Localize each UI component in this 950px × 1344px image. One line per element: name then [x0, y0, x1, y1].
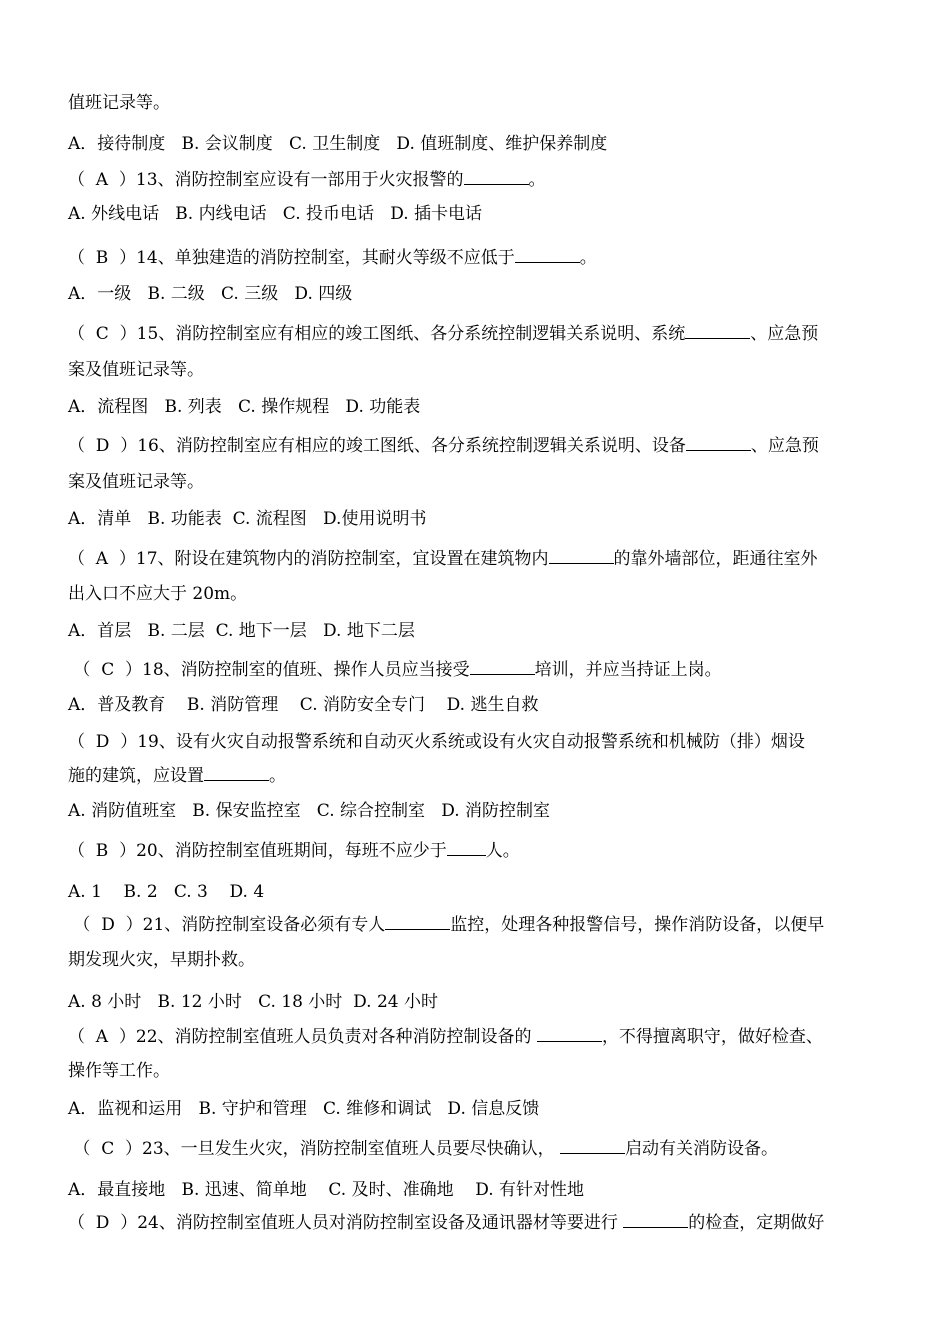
line-text: 施的建筑，应设置	[68, 766, 204, 786]
text-line	[68, 1027, 823, 1046]
line-text: A．一级 B. 二级 C. 三级 D. 四级	[68, 284, 353, 304]
line-text: 案及值班记录等。	[68, 360, 204, 380]
line-text: 的靠外墙部位，距通往室外	[613, 549, 818, 569]
text-line	[68, 1182, 584, 1199]
text-line	[68, 1101, 539, 1118]
line-text: 出入口不应大于 20m。	[68, 584, 248, 604]
text-line	[68, 549, 818, 568]
text-line	[68, 362, 204, 379]
answer-blank	[385, 915, 450, 930]
text-line	[68, 95, 170, 112]
line-text: 操作等工作。	[68, 1061, 170, 1081]
line-text: 。	[269, 766, 286, 786]
answer-blank	[464, 170, 529, 185]
line-text: 启动有关消防设备。	[625, 1139, 779, 1159]
line-text: （ C ）15、消防控制室应有相应的竣工图纸、各分系统控制逻辑关系说明、系统	[68, 324, 686, 344]
text-line	[68, 136, 607, 153]
text-line	[68, 324, 818, 343]
line-text: 期发现火灾，早期扑救。	[68, 950, 255, 970]
text-line	[68, 170, 546, 189]
line-text: （ A ）22、消防控制室值班人员负责对各种消防控制设备的	[68, 1027, 537, 1047]
line-text: （ D ）24、消防控制室值班人员对消防控制室设备及通讯器材等要进行	[68, 1213, 624, 1233]
text-line	[68, 1063, 170, 1080]
answer-blank	[447, 841, 486, 856]
line-text: A. 8 小时 B. 12 小时 C. 18 小时 D. 24 小时	[68, 992, 438, 1012]
line-text: A．流程图 B. 列表 C. 操作规程 D. 功能表	[68, 397, 421, 417]
line-text: 。	[579, 248, 597, 268]
line-text: （ A ）17、附设在建筑物内的消防控制室，宜设置在建筑物内	[68, 549, 549, 569]
text-line	[68, 766, 286, 785]
text-line	[68, 248, 597, 267]
text-line	[68, 436, 819, 455]
answer-blank	[685, 324, 750, 339]
text-line	[68, 399, 420, 416]
text-line	[68, 1213, 824, 1232]
answer-blank	[537, 1027, 602, 1042]
text-line	[68, 884, 264, 901]
line-text: A．首层 B. 二层 C. 地下一层 D. 地下二层	[68, 621, 415, 641]
line-text: A．清单 B. 功能表 C. 流程图 D.使用说明书	[68, 509, 427, 529]
text-line	[68, 474, 204, 491]
text-line	[68, 994, 438, 1011]
answer-blank	[560, 1139, 625, 1154]
line-text: 、应急预	[750, 436, 819, 456]
line-text: A．监视和运用 B. 守护和管理 C. 维修和调试 D. 信息反馈	[68, 1099, 540, 1119]
line-text: ，不得擅离职守，做好检查、	[601, 1027, 823, 1047]
text-line	[68, 952, 255, 969]
line-text: 、应急预	[750, 324, 819, 344]
text-line	[68, 586, 247, 603]
answer-blank	[470, 660, 535, 675]
text-line	[68, 623, 415, 640]
line-text: （ B ）14、单独建造的消防控制室，其耐火等级不应低于	[68, 248, 515, 268]
line-text: A. 消防值班室 B. 保安监控室 C. 综合控制室 D. 消防控制室	[68, 801, 551, 821]
text-line	[68, 803, 550, 820]
answer-blank	[204, 766, 269, 781]
line-text: （ D ）19、设有火灾自动报警系统和自动灭火系统或设有火灾自动报警系统和机械防（排）烟设	[68, 732, 805, 752]
line-text: （ D ）21、消防控制室设备必须有专人	[68, 915, 386, 935]
text-line	[68, 660, 722, 679]
line-text: 值班记录等。	[68, 93, 170, 113]
line-text: A．普及教育 B. 消防管理 C. 消防安全专门 D. 逃生自救	[68, 695, 539, 715]
text-line	[68, 841, 520, 860]
line-text: A. 1 B. 2 C. 3 D. 4	[68, 882, 265, 902]
text-line	[68, 286, 352, 303]
line-text: A. 外线电话 B. 内线电话 C. 投币电话 D. 插卡电话	[68, 204, 483, 224]
line-text: 监控，处理各种报警信号，操作消防设备，以便早	[450, 915, 825, 935]
line-text: A．最直接地 B. 迅速、简单地 C. 及时、准确地 D. 有针对性地	[68, 1180, 585, 1200]
line-text: 培训，并应当持证上岗。	[534, 660, 722, 680]
line-text: （ C ）18、消防控制室的值班、操作人员应当接受	[68, 660, 470, 680]
answer-blank	[623, 1213, 688, 1228]
text-line	[68, 1139, 778, 1158]
text-line	[68, 206, 482, 223]
text-line	[68, 915, 824, 934]
line-text: 人。	[485, 841, 520, 861]
line-text: 。	[528, 170, 546, 190]
text-line	[68, 734, 805, 751]
line-text: A．接待制度 B. 会议制度 C. 卫生制度 D. 值班制度、维护保养制度	[68, 134, 608, 154]
text-line	[68, 697, 538, 714]
line-text: （ A ）13、消防控制室应设有一部用于火灾报警的	[68, 170, 464, 190]
answer-blank	[515, 248, 580, 263]
line-text: 的检查，定期做好	[688, 1213, 825, 1233]
answer-blank	[549, 549, 614, 564]
line-text: （ C ）23、一旦发生火灾，消防控制室值班人员要尽快确认，	[68, 1139, 561, 1159]
text-line	[68, 511, 426, 528]
line-text: （ B ）20、消防控制室值班期间，每班不应少于	[68, 841, 447, 861]
line-text: 案及值班记录等。	[68, 472, 204, 492]
line-text: （ D ）16、消防控制室应有相应的竣工图纸、各分系统控制逻辑关系说明、设备	[68, 436, 686, 456]
answer-blank	[686, 436, 751, 451]
